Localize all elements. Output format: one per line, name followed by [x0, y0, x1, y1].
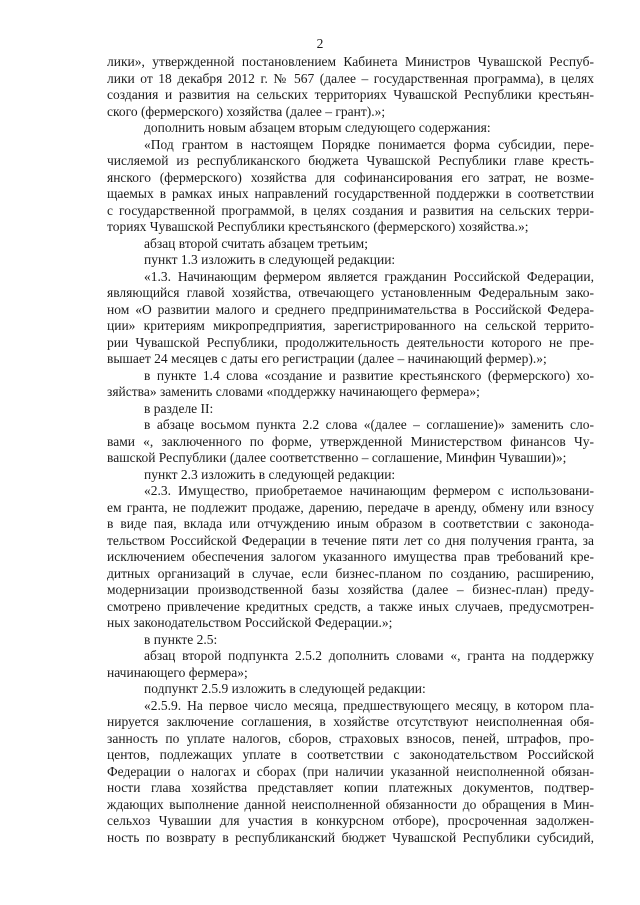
text-line: в разделе II:: [144, 400, 214, 416]
text-line: в пункте 2.5:: [144, 631, 218, 647]
text-line: «Под грантом в настоящем Порядке понимается форма субсидии, пере-: [144, 136, 594, 152]
text-line: Федерации о налогах и сборах (при наличии указанной неисполненной обязан-: [107, 763, 594, 779]
text-line: подпункт 2.5.9 изложить в следующей редакции:: [144, 681, 426, 696]
text-line: вышает 24 месяцев с даты его регистрации (далее – начинающий фермер).»;: [107, 351, 547, 366]
text-line: с государственной программой, в целях создания и развития на сельских терри-: [107, 202, 594, 218]
text-line: абзац второй подпункта 2.5.2 дополнить словами «, гранта на поддержку: [144, 648, 594, 663]
text-line: абзац второй считать абзацем третьим;: [144, 235, 368, 251]
text-line: янского (фермерского) хозяйства для софинансирования его затрат, не возме-: [107, 169, 594, 185]
text-line: «2.5.9. На первое число месяца, предшествующего месяцу, в котором пла-: [144, 697, 594, 713]
text-line: числяемой из республиканского бюджета Чувашской Республики главе кресть-: [107, 153, 594, 168]
text-line: лики», утвержденной постановлением Кабинета Министров Чувашской Респуб-: [107, 54, 594, 69]
text-line: сельхоз Чувашии для участия в конкурсном отборе), просроченная задолжен-: [107, 813, 594, 828]
text-line: центов, подлежащих уплате в соответствии с законодательством Российской: [107, 747, 594, 762]
text-line: ждающих выполнение данной неисполненной обязанности до обращения в Мин-: [107, 796, 594, 812]
text-line: ном «О развитии малого и среднего предпринимательства в Российской Федера-: [107, 301, 594, 317]
text-line: вами «, заключенного по форме, утвержденной Министерством финансов Чу-: [107, 433, 594, 449]
text-line: ции» критериям микропредприятия, зарегистрированного на сельской террито-: [107, 318, 594, 333]
text-line: в пункте 1.4 слова «создание и развитие крестьянского (фермерского) хо-: [144, 367, 594, 383]
text-line: исключением обеспечения залогом указанного имущества прав требований кре-: [107, 549, 594, 564]
text-line: рии Чувашской Республики, продолжительность деятельности которого не пре-: [107, 334, 594, 350]
text-line: ем гранта, не подлежит продаже, дарению, передаче в аренду, обмену или взносу: [107, 499, 594, 515]
text-line: зяйства» заменить словами «поддержку начинающего фермера»;: [107, 384, 480, 399]
text-line: «1.3. Начинающим фермером является гражданин Российской Федерации,: [144, 268, 594, 284]
text-line: являющийся главой хозяйства, отвечающего установленным Федеральным зако-: [107, 285, 594, 300]
page-number: 2: [316, 36, 324, 51]
text-line: нируется заключение соглашения, в хозяйстве отсутствуют неисполненная обя-: [107, 714, 594, 729]
document-body: [107, 54, 594, 846]
text-line: тельством Российской Федерации в течение пяти лет со дня получения гранта, за: [107, 532, 594, 548]
text-line: начинающего фермера»;: [107, 664, 248, 680]
text-line: дитных организаций в случае, если бизнес-планом по созданию, расширению,: [107, 565, 594, 581]
text-line: модернизации производственной базы хозяйства (далее – бизнес-план) преду-: [107, 582, 594, 597]
text-line: пункт 2.3 изложить в следующей редакции:: [144, 466, 396, 482]
text-line: лики от 18 декабря 2012 г. № 567 (далее – государственная программа), в целях: [107, 70, 594, 86]
text-line: дополнить новым абзацем вторым следующего содержания:: [144, 120, 491, 135]
text-line: в виде пая, вклада или отчуждению иным образом в соответствии с законода-: [107, 516, 594, 531]
text-line: вашской Республики (далее соответственно – соглашение, Минфин Чувашии)»;: [107, 450, 567, 465]
text-line: смотрено привлечение кредитных средств, а также иных случаев, предусмотрен-: [107, 598, 594, 614]
text-line: ского (фермерского) хозяйства (далее – грант).»;: [107, 103, 386, 119]
text-line: ториях Чувашской Республики крестьянского (фермерского) хозяйства.»;: [107, 219, 529, 234]
text-line: ных законодательством Российской Федерации.»;: [107, 615, 393, 630]
text-line: щаемых в рамках иных направлений государственной поддержки в соответствии: [107, 186, 594, 201]
text-line: занность по уплате налогов, сборов, страховых взносов, пеней, штрафов, про-: [107, 730, 594, 746]
text-line: пункт 1.3 изложить в следующей редакции:: [144, 252, 396, 267]
text-line: «2.3. Имущество, приобретаемое начинающим фермером с использовани-: [144, 483, 594, 498]
text-line: в абзаце восьмом пункта 2.2 слова «(далее – соглашение)» заменить сло-: [144, 417, 594, 432]
text-line: ности глава хозяйства представляет копии платежных документов, подтвер-: [107, 780, 594, 795]
text-line: ность по возврату в республиканский бюджет Чувашской Республики субсидий,: [107, 829, 594, 845]
text-line: создания и развития на сельских территориях Чувашской Республики крестьян-: [107, 87, 594, 102]
